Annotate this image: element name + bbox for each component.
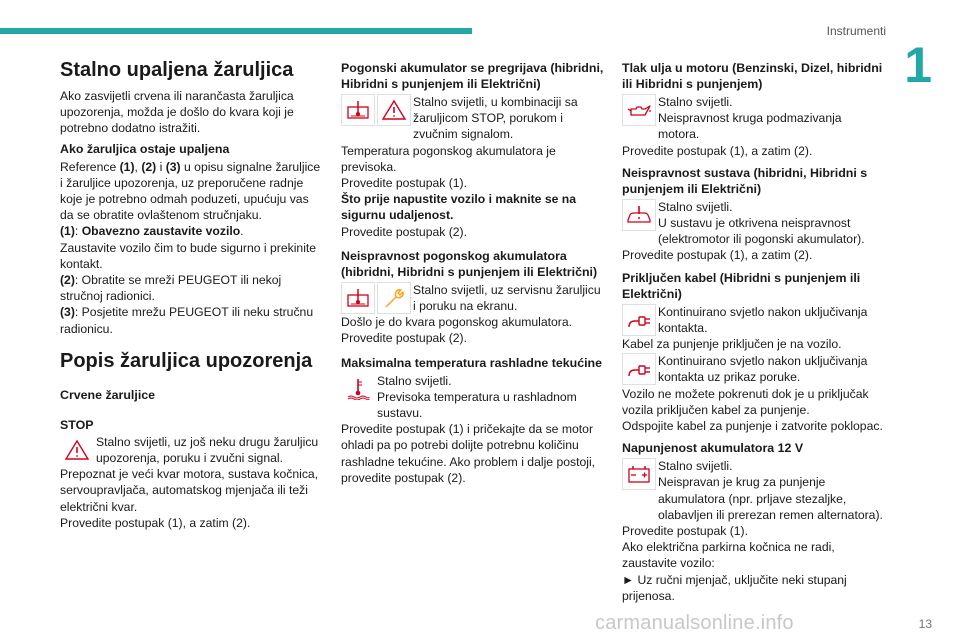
battery-fault-title: Neispravnost pogonskog akumulatora (hibridni, Hibridni s punjenjem ili Električni)	[341, 248, 598, 279]
battery-12v-text-2: Neispravan je krug za punjenje akumulatora (npr. prljave stezaljke, olabavljen ili prerezan remen alternatora).	[658, 475, 883, 522]
watermark: carmanualsonline.info	[595, 612, 794, 634]
subheading: Ako žaruljica ostaje upaljena	[60, 141, 230, 156]
oil-pressure-text-1: Stalno svijetli.	[658, 95, 733, 109]
battery-fault-entry	[341, 282, 605, 314]
battery-overheat-text-4: Provedite postupak (2).	[341, 224, 468, 239]
battery-overheat-text-3: Provedite postupak (1).	[341, 176, 468, 191]
rule-2: (2): Obratite se mreži PEUGEOT ili nekoj stručnoj radionici.	[60, 273, 282, 304]
section-title: Stalno upaljena žaruljica	[60, 59, 294, 81]
system-fault-text-2: U sustavu je otkrivena neispravnost (elektromotor ili pogonski akumulator).	[658, 216, 865, 247]
battery-overheat-bold: Što prije napustite vozilo i maknite se na sigurnu udaljenost.	[341, 192, 577, 223]
cable-connected-text-2: Kabel za punjenje priključen je na vozilo.	[622, 337, 842, 352]
page-number: 13	[918, 617, 932, 631]
battery-overheat-text-1: Stalno svijetli, u kombinaciji sa žaruljicom STOP, porukom i zvučnim signalom.	[413, 95, 578, 142]
oil-can-icon	[622, 94, 656, 126]
stop-entry	[60, 434, 324, 466]
coolant-entry	[341, 373, 605, 422]
car-warning-icon	[622, 199, 656, 231]
battery-12v-text-5: ► Uz ručni mjenjač, uključite neki stupanj prijenosa.	[622, 572, 847, 603]
system-fault-text-3: Provedite postupak (1), a zatim (2).	[622, 248, 813, 263]
cable-connected-text-1: Kontinuirano svjetlo nakon uključivanja kontakta.	[658, 304, 868, 335]
battery-12v-entry	[622, 458, 886, 523]
oil-pressure-text-2: Neispravnost kruga podmazivanja motora.	[658, 111, 842, 142]
coolant-text-1: Stalno svijetli.	[377, 373, 452, 388]
battery-overheat-entry	[341, 94, 605, 143]
section-title-2: Popis žaruljica upozorenja	[60, 349, 313, 372]
coolant-temperature-icon	[341, 373, 375, 405]
stop-text-2: Prepoznat je veći kvar motora, sustava kočnica, servoupravljača, automatskog mjenjača ili teži električni kvar.	[60, 467, 319, 514]
coolant-text-2: Previsoka temperatura u rashladnom sustavu.	[377, 389, 577, 421]
left-column	[60, 58, 324, 531]
battery-12v-title: Napunjenost akumulatora 12 V	[622, 441, 804, 456]
system-fault-text-1: Stalno svijetli.	[658, 199, 733, 214]
stop-text-3: Provedite postupak (1), a zatim (2).	[60, 515, 251, 530]
header-accent-bar	[0, 28, 472, 34]
coolant-text-3: Provedite postupak (1) i pričekajte da se motor ohladi pa po potrebi dolijte potrebnu količinu rashladne tekućine. Ako problem i dalje postoji, provedite postupak (2).	[341, 422, 596, 485]
rule-1-text: Zaustavite vozilo čim to bude sigurno i prekinite kontakt.	[60, 240, 317, 271]
oil-pressure-entry	[622, 94, 886, 143]
cable-connected-entry-2	[622, 353, 886, 385]
battery-temperature-icon	[341, 282, 375, 314]
battery-icon	[622, 458, 656, 490]
stop-title: STOP	[60, 417, 94, 432]
battery-12v-text-3: Provedite postupak (1).	[622, 524, 749, 539]
right-column	[622, 60, 886, 604]
battery-12v-text-4: Ako električna parkirna kočnica ne radi, zaustavite vozilo:	[622, 540, 835, 571]
battery-overheat-title: Pogonski akumulator se pregrijava (hibridni, Hibridni s punjenjem ili Električni)	[341, 61, 604, 91]
warning-triangle-icon	[377, 94, 411, 126]
rule-3: (3): Posjetite mrežu PEUGEOT ili neku stručnu radionicu.	[60, 305, 314, 336]
middle-column	[341, 60, 605, 486]
intro-text: Ako zasvijetli crvena ili narančasta žaruljica upozorenja, možda je došlo do kvara koji je potrebno dodatno istražiti.	[60, 89, 294, 136]
cable-connected-title: Priključen kabel (Hibridni s punjenjem ili Električni)	[622, 270, 861, 301]
cable-connected-text-5: Odspojite kabel za punjenje i zatvorite poklopac.	[622, 419, 883, 434]
wrench-icon	[377, 282, 411, 314]
red-lamps-heading: Crvene žaruljice	[60, 387, 156, 402]
battery-temperature-icon	[341, 94, 375, 126]
battery-fault-text-1: Stalno svijetli, uz servisnu žaruljicu i poruku na ekranu.	[413, 282, 601, 314]
chapter-number: 1	[904, 37, 932, 93]
system-fault-entry	[622, 199, 886, 248]
charging-plug-icon	[622, 304, 656, 336]
stop-text-1: Stalno svijetli, uz još neku drugu žaruljicu upozorenja, poruku i zvučni signal.	[96, 434, 319, 466]
cable-connected-entry-1	[622, 304, 886, 336]
warning-triangle-icon	[60, 434, 94, 466]
charging-plug-icon	[622, 353, 656, 385]
cable-connected-text-3: Kontinuirano svjetlo nakon uključivanja kontakta uz prikaz poruke.	[658, 354, 868, 385]
coolant-title: Maksimalna temperatura rashladne tekućine	[341, 355, 602, 370]
oil-pressure-text-3: Provedite postupak (1), a zatim (2).	[622, 143, 813, 158]
rule-1: (1): Obavezno zaustavite vozilo.	[60, 224, 244, 239]
reference-paragraph: Reference (1), (2) i (3) u opisu signalne žaruljice i žaruljice upozorenja, uz preporučene radnje koje je potrebno odmah poduzeti, upućuju vas da se obratite ovlaštenom stručnjaku.	[60, 159, 321, 223]
section-name: Instrumenti	[826, 24, 886, 38]
system-fault-title: Neispravnost sustava (hibridni, Hibridni s punjenjem ili Električni)	[622, 165, 868, 196]
battery-fault-text-3: Provedite postupak (2).	[341, 331, 468, 346]
oil-pressure-title: Tlak ulja u motoru (Benzinski, Dizel, hibridni ili Hibridni s punjenjem)	[622, 61, 883, 91]
battery-overheat-text-2: Temperatura pogonskog akumulatora je previsoka.	[341, 143, 556, 174]
battery-12v-text-1: Stalno svijetli.	[658, 459, 733, 474]
cable-connected-text-4: Vozilo ne možete pokrenuti dok je u priključak vozila priključen kabel za punjenje.	[622, 386, 869, 417]
battery-fault-text-2: Došlo je do kvara pogonskog akumulatora.	[341, 315, 573, 330]
